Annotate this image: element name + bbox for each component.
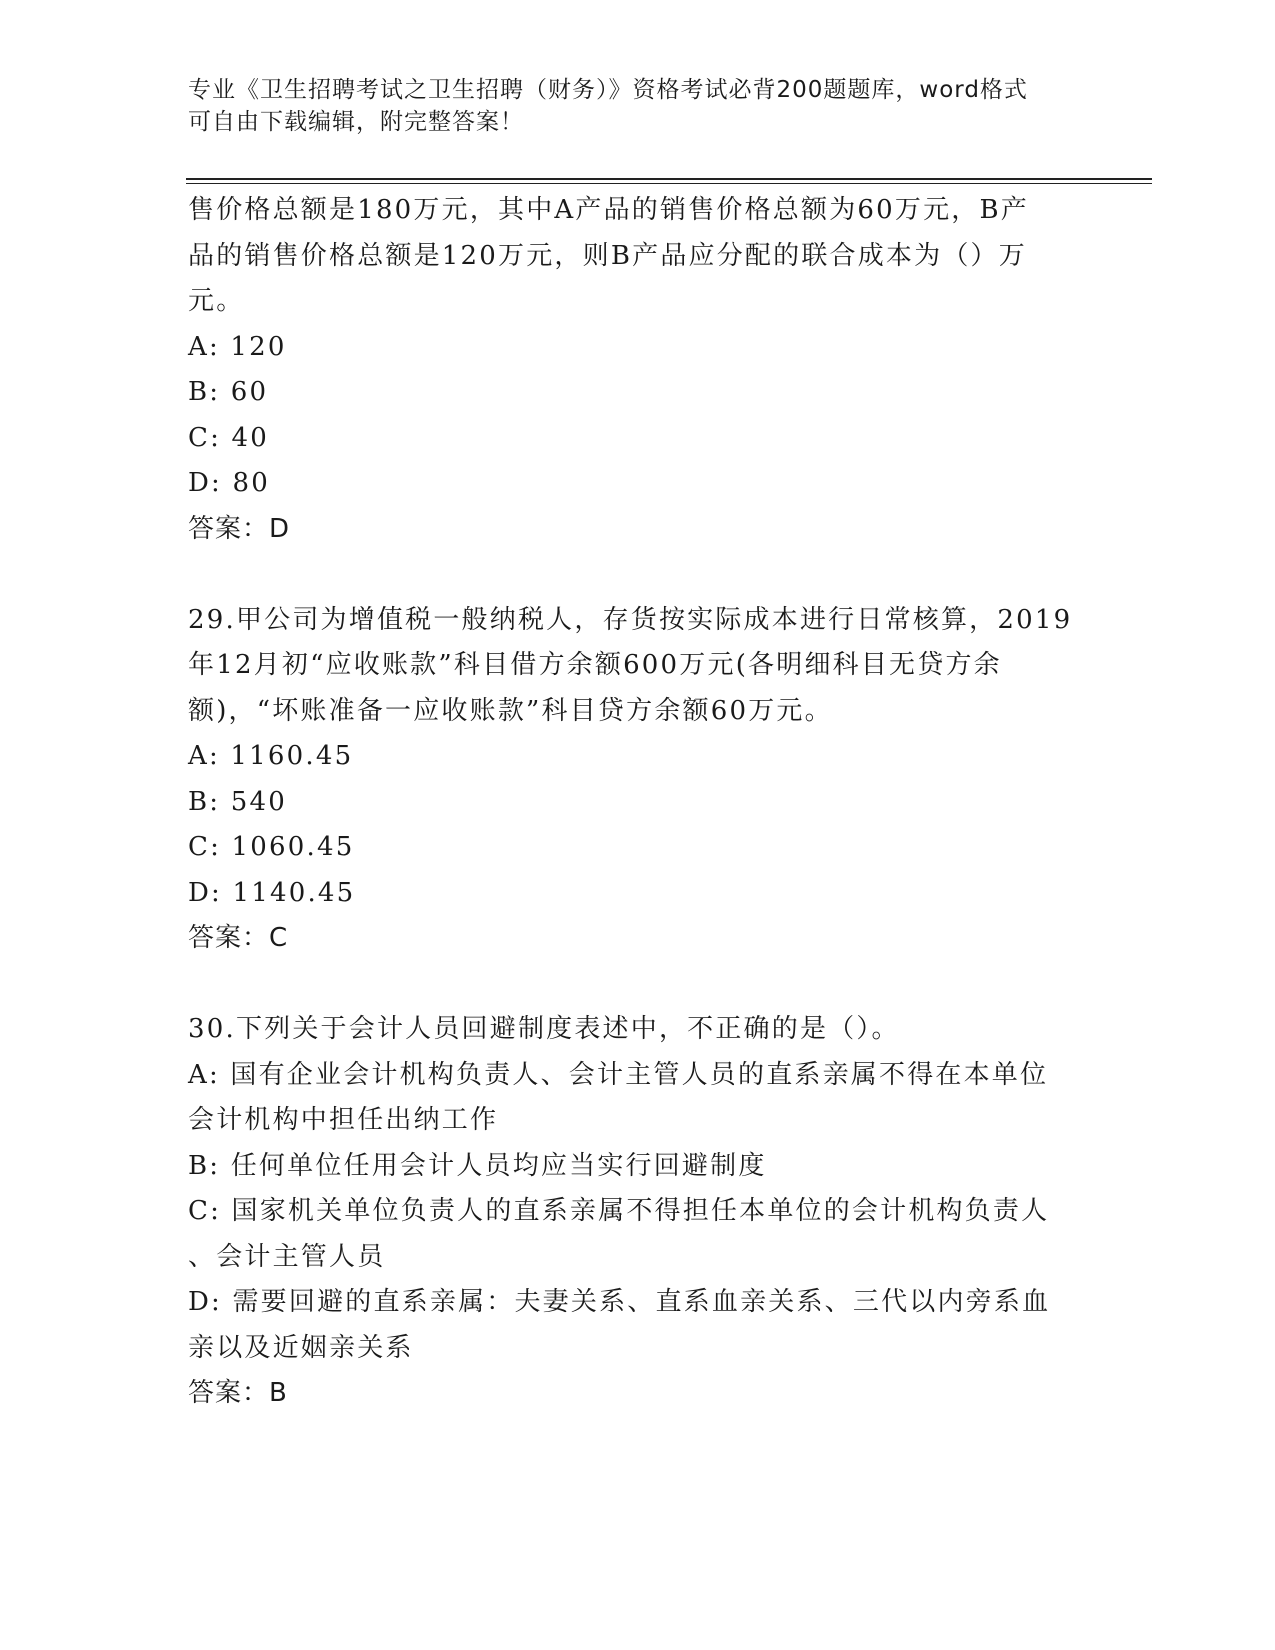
option-c-continued: 、会计主管人员 [188,1241,386,1272]
header-rule-bottom [186,183,1152,184]
answer-line: 答案：B [188,1378,288,1408]
option-d: D: 1140.45 [188,877,356,908]
option-d-continued: 亲以及近姻亲关系 [188,1332,414,1363]
question-28-continuation [188,188,1088,552]
option-d: D: 80 [188,468,270,498]
option-a: A: 120 [188,331,287,362]
answer-line: 答案：D [188,513,291,544]
option-b: B: 540 [188,786,287,817]
option-a: A: 1160.45 [188,741,354,771]
option-c: C: 国家机关单位负责人的直系亲属不得担任本单位的会计机构负责人 [188,1196,1050,1226]
option-c: C: 1060.45 [188,832,355,862]
question-text-line: 29.甲公司为增值税一般纳税人，存货按实际成本进行日常核算，2019 [188,604,1073,635]
option-a-continued: 会计机构中担任出纳工作 [188,1105,499,1135]
document-body [188,188,1088,1417]
option-b: B: 任何单位任用会计人员均应当实行回避制度 [188,1150,767,1181]
spacer [188,552,1088,598]
question-text-line: 额)，“坏账准备一应收账款”科目贷方余额60万元。 [188,695,833,726]
option-c: C: 40 [188,422,270,453]
question-text-line: 30.下列关于会计人员回避制度表述中，不正确的是（）。 [188,1014,900,1044]
option-b: B: 60 [188,377,269,407]
question-text-line: 售价格总额是180万元，其中A产品的销售价格总额为60万元，B产 [188,195,1029,225]
header-line-1: 专业《卫生招聘考试之卫生招聘（财务）》资格考试必背200题题库，word格式 [188,77,1028,103]
question-29 [188,598,1088,962]
spacer [188,962,1088,1008]
option-d: D: 需要回避的直系亲属：夫妻关系、直系血亲关系、三代以内旁系血 [188,1287,1051,1317]
question-text-line: 年12月初“应收账款”科目借方余额600万元(各明细科目无贷方余 [188,650,1002,680]
option-a: A: 国有企业会计机构负责人、会计主管人员的直系亲属不得在本单位 [188,1059,1049,1090]
question-text-line: 品的销售价格总额是120万元，则B产品应分配的联合成本为（）万 [188,240,1027,271]
header-rule-top [186,178,1152,180]
answer-line: 答案：C [188,923,289,953]
question-30 [188,1007,1088,1417]
header-line-2: 可自由下载编辑，附完整答案！ [188,109,524,135]
question-text-line: 元。 [188,286,245,316]
document-header [188,74,1068,138]
